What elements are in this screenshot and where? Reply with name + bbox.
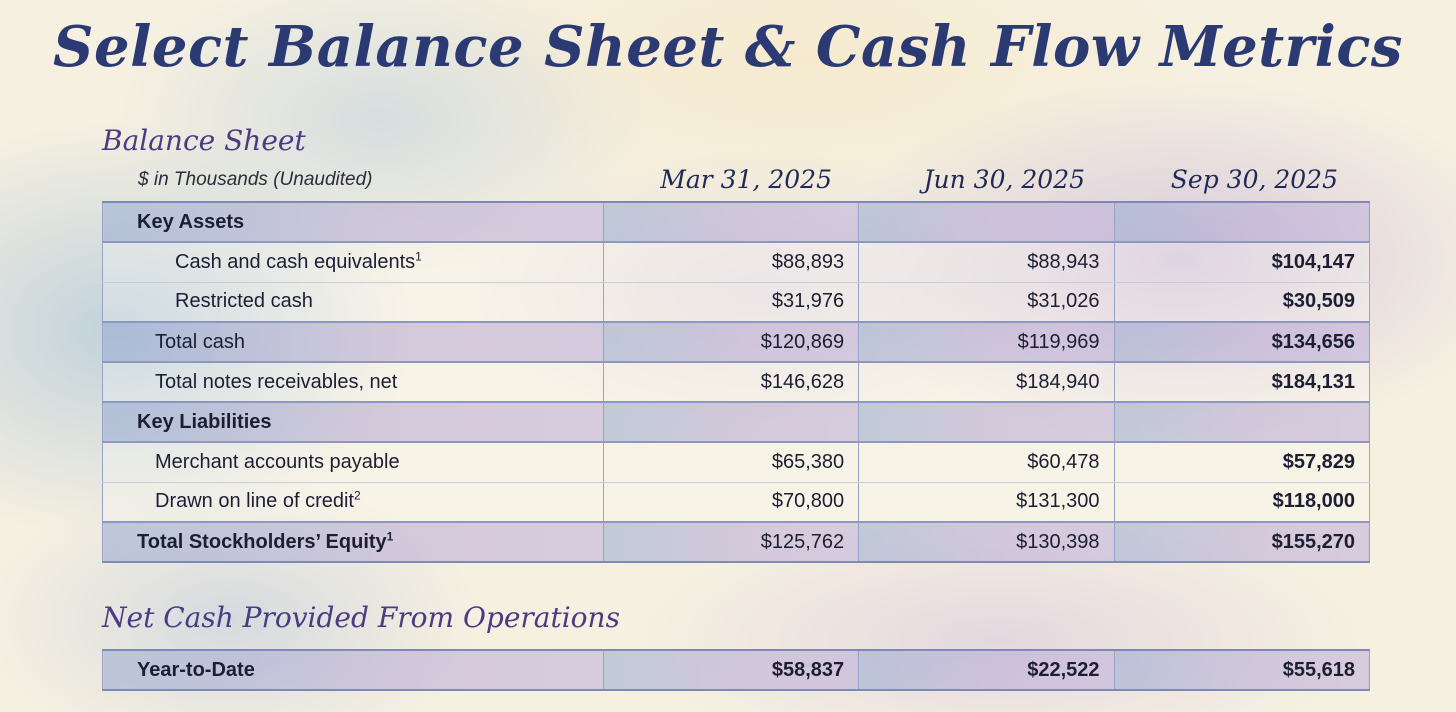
row-label: Total Stockholders’ Equity — [137, 530, 387, 553]
row-label: Year-to-Date — [103, 650, 604, 690]
cell-value: $146,628 — [603, 362, 858, 402]
cell-value: $22,522 — [859, 650, 1114, 690]
footnote-marker: 2 — [353, 488, 361, 503]
cell-value: $70,800 — [603, 482, 858, 522]
table-row-notes-receivable — [103, 362, 1370, 402]
column-header-jun: Jun 30, 2025 — [923, 165, 1085, 194]
cell-value: $119,969 — [859, 322, 1114, 362]
row-label: Total notes receivables, net — [103, 362, 604, 402]
row-label: Drawn on line of credit — [155, 490, 354, 513]
balance-sheet-heading: Balance Sheet — [102, 124, 306, 157]
balance-sheet-table — [102, 201, 1370, 563]
cell-value: $58,837 — [603, 650, 858, 690]
cash-flow-heading: Net Cash Provided From Operations — [102, 601, 620, 634]
cell-value: $31,026 — [859, 282, 1114, 322]
units-subtitle: $ in Thousands (Unaudited) — [138, 169, 373, 190]
cell-value: $57,829 — [1114, 442, 1369, 482]
row-label: Total cash — [103, 322, 604, 362]
cell-value: $120,869 — [603, 322, 858, 362]
cell-value: $31,976 — [603, 282, 858, 322]
footnote-marker: 1 — [386, 528, 394, 543]
cell-value: $125,762 — [603, 522, 858, 562]
column-header-mar: Mar 31, 2025 — [660, 165, 832, 194]
cell-value: $30,509 — [1114, 282, 1369, 322]
cell-value: $155,270 — [1114, 522, 1369, 562]
column-header-sep: Sep 30, 2025 — [1170, 165, 1338, 194]
cell-value: $184,131 — [1114, 362, 1369, 402]
table-row-stockholders-equity — [103, 522, 1370, 562]
row-label: Key Liabilities — [103, 402, 604, 442]
footnote-marker: 1 — [415, 249, 422, 264]
page-title: Select Balance Sheet & Cash Flow Metrics — [53, 14, 1403, 80]
cell-value: $104,147 — [1114, 242, 1369, 282]
cell-value: $88,893 — [603, 242, 858, 282]
row-label: Cash and cash equivalents — [175, 250, 416, 273]
cash-flow-table — [102, 649, 1370, 691]
cell-value: $118,000 — [1114, 482, 1369, 522]
row-label: Key Assets — [103, 202, 604, 242]
table-row-restricted-cash — [103, 282, 1370, 322]
row-label: Restricted cash — [103, 282, 604, 322]
table-row-line-of-credit — [103, 482, 1370, 522]
row-label: Merchant accounts payable — [103, 442, 604, 482]
table-row-cash-equivalents — [103, 242, 1370, 282]
table-row-key-assets — [103, 202, 1370, 242]
cell-value: $131,300 — [859, 482, 1114, 522]
cell-value: $60,478 — [859, 442, 1114, 482]
cell-value: $184,940 — [859, 362, 1114, 402]
cell-value: $88,943 — [859, 242, 1114, 282]
cell-value: $65,380 — [603, 442, 858, 482]
table-row-merchant-payable — [103, 442, 1370, 482]
table-row-year-to-date — [103, 650, 1370, 690]
cell-value: $55,618 — [1114, 650, 1369, 690]
table-row-total-cash — [103, 322, 1370, 362]
cell-value: $130,398 — [859, 522, 1114, 562]
table-row-key-liabilities — [103, 402, 1370, 442]
cell-value: $134,656 — [1114, 322, 1369, 362]
